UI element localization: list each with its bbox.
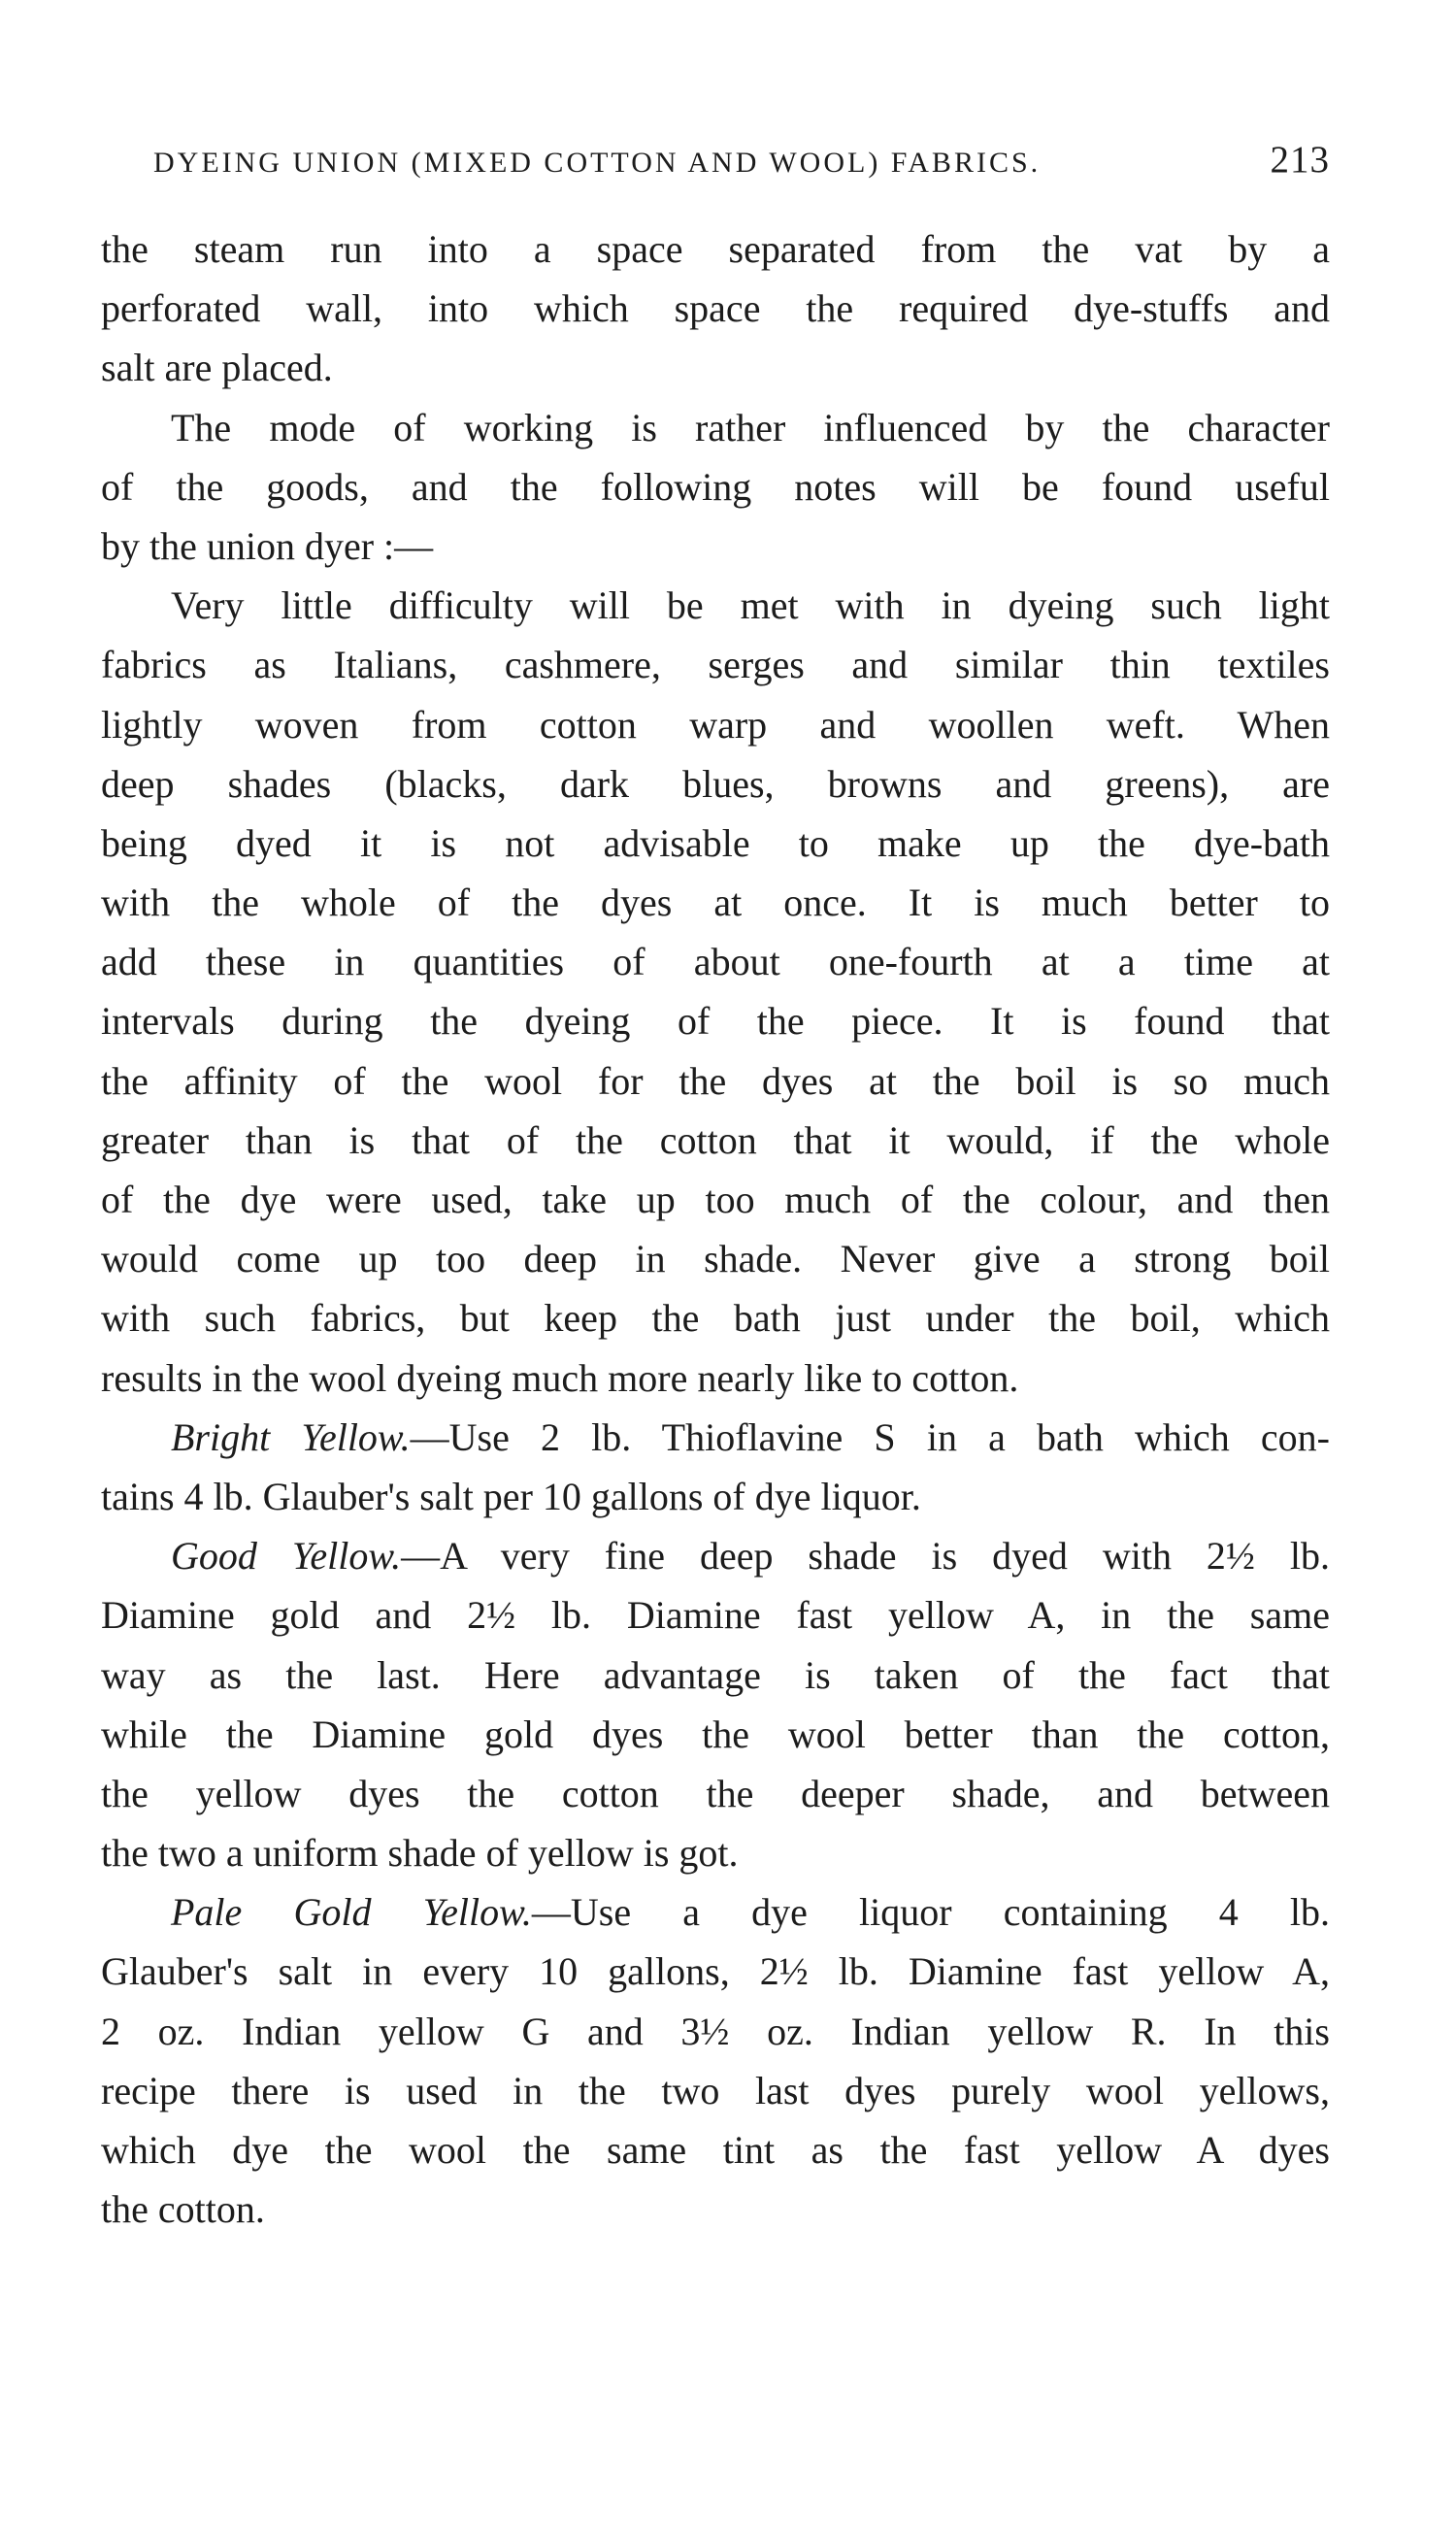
text-line: 2 oz. Indian yellow G and 3½ oz. Indian yellow R. In this <box>101 2009 1330 2053</box>
text-line: Very little difficulty will be met with in dyeing such light <box>171 583 1330 628</box>
recipe-heading: Bright Yellow. <box>171 1414 411 1459</box>
text-line: the affinity of the wool for the dyes at the boil is so much <box>101 1058 1330 1103</box>
text-line: the yellow dyes the cotton the deeper shade, and between <box>101 1771 1330 1815</box>
text-line: of the goods, and the following notes will be found useful <box>101 464 1330 509</box>
body-text <box>101 219 1330 2239</box>
text-line: add these in quantities of about one-fourth at a time at <box>101 940 1330 984</box>
text-line: results in the wool dyeing much more nearly like to cotton. <box>101 1355 1019 1400</box>
text-line: intervals during the dyeing of the piece. It is found that <box>101 999 1330 1044</box>
recipe-good-yellow <box>101 1526 1330 1882</box>
text-line: with such fabrics, but keep the bath just under the boil, which <box>101 1296 1330 1341</box>
text-line: the two a uniform shade of yellow is got. <box>101 1831 739 1876</box>
recipe-bright-yellow <box>101 1408 1330 1526</box>
recipe-text: —Use a dye liquor containing 4 lb. <box>531 1890 1330 1935</box>
text-line: perforated wall, into which space the required dye-stuffs and <box>101 286 1330 331</box>
text-line: lightly woven from cotton warp and woollen weft. When <box>101 702 1330 747</box>
text-line: the steam run into a space separated from the vat by a <box>101 227 1330 271</box>
recipe-pale-gold-yellow <box>101 1882 1330 2239</box>
text-line: deep shades (blacks, dark blues, browns and greens), are <box>101 761 1330 806</box>
text-line: recipe there is used in the two last dyes purely wool yellows, <box>101 2068 1330 2112</box>
text-line: salt are placed. <box>101 346 333 390</box>
text-line: the cotton. <box>101 2187 265 2232</box>
text-line: with the whole of the dyes at once. It is much better to <box>101 881 1330 925</box>
text-line: which dye the wool the same tint as the fast yellow A dyes <box>101 2128 1330 2172</box>
recipe-text: —Use 2 lb. Thioflavine S in a bath which con- <box>410 1414 1330 1459</box>
text-line: of the dye were used, take up too much of the colour, and then <box>101 1178 1330 1221</box>
text-line <box>101 1526 1330 1585</box>
text-line: fabrics as Italians, cashmere, serges and similar thin textiles <box>101 643 1330 687</box>
paragraph-light-fabrics <box>101 576 1330 1408</box>
text-line: Glauber's salt in every 10 gallons, 2½ lb. Diamine fast yellow A, <box>101 1949 1330 1994</box>
text-line: tains 4 lb. Glauber's salt per 10 gallons of dye liquor. <box>101 1474 921 1518</box>
running-head <box>153 138 1330 186</box>
recipe-text: —A very fine deep shade is dyed with 2½ lb. <box>401 1534 1330 1579</box>
text-line: would come up too deep in shade. Never give a strong boil <box>101 1237 1330 1281</box>
paragraph-continuation <box>101 219 1330 398</box>
text-line: greater than is that of the cotton that it would, if the whole <box>101 1117 1330 1162</box>
text-line: Diamine gold and 2½ lb. Diamine fast yellow A, in the same <box>101 1593 1330 1638</box>
text-line <box>101 1408 1330 1467</box>
recipe-heading: Good Yellow. <box>171 1534 402 1579</box>
text-line: being dyed it is not advisable to make up the dye-bath <box>101 820 1330 865</box>
text-line: while the Diamine gold dyes the wool better than the cotton, <box>101 1712 1330 1756</box>
text-line: by the union dyer :— <box>101 523 434 568</box>
text-line: The mode of working is rather influenced by the character <box>171 405 1330 449</box>
paragraph-mode-of-working <box>101 398 1330 577</box>
running-head-title: DYEING UNION (MIXED COTTON AND WOOL) FABRICS. <box>153 147 1042 179</box>
page-number: 213 <box>1270 139 1330 181</box>
text-line <box>101 1882 1330 1942</box>
recipe-heading: Pale Gold Yellow. <box>171 1890 532 1935</box>
text-line: way as the last. Here advantage is taken of the fact that <box>101 1652 1330 1697</box>
